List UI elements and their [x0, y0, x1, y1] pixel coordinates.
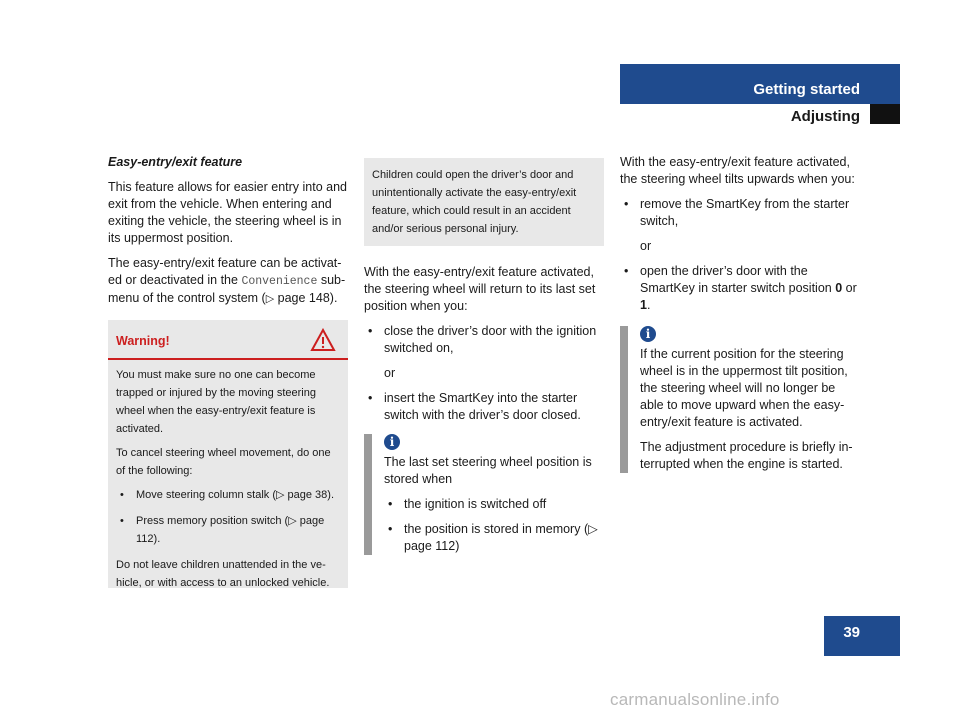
column-1: [108, 154, 348, 316]
page-ref-arrow-icon: ▷: [265, 293, 275, 305]
warning-continuation-box: Children could open the driver’s door and unintentionally activate the easy-entry/exit feature, which could result in an accident and/or serious personal injury.: [364, 158, 604, 246]
page-number: 39: [843, 624, 860, 641]
warning-box: [108, 320, 348, 588]
info-icon: i: [640, 326, 656, 342]
info-box: [620, 326, 860, 473]
warning-paragraph: To cancel steering wheel movement, do one of the following:: [116, 447, 331, 477]
list-item: • the ignition is switched off: [384, 496, 604, 513]
subsection-title: Adjusting: [790, 108, 860, 125]
list-item: • insert the SmartKey into the starter switch with the driver’s door closed.: [364, 390, 604, 424]
warning-triangle-icon: [310, 328, 336, 352]
list-item: • close the driver’s door with the ignition switched on,: [364, 323, 604, 357]
info-paragraph: If the current position for the steering wheel is in the uppermost tilt position, the steering wheel will no longer be able to move upward when the easy-entry/exit feature is activated.: [640, 347, 848, 429]
or-separator: or: [640, 239, 652, 253]
info-box: [364, 434, 604, 555]
intro-paragraph: This feature allows for easier entry into and exit from the vehicle. When entering and exiting the vehicle, the steering wheel is in its uppermost position.: [108, 180, 348, 245]
return-paragraph: With the easy-entry/exit feature activated, the steering wheel will return to its last set position when you:: [364, 265, 596, 313]
info-paragraph: The last set steering wheel position is stored when: [384, 455, 592, 486]
tilt-paragraph: With the easy-entry/exit feature activated, the steering wheel tilts upwards when you:: [620, 155, 855, 186]
warning-paragraph: Do not leave children unattended in the ve-hicle, or with access to an unlocked vehicle.: [116, 559, 330, 589]
list-item: • Move steering column stalk (▷ page 38).: [116, 486, 340, 504]
return-conditions-list: [364, 323, 604, 357]
page-ref-link[interactable]: page 148).: [274, 291, 338, 305]
tilt-conditions-list: [620, 196, 860, 230]
warning-body: [108, 360, 348, 604]
column-2: [364, 158, 604, 559]
warning-list: [116, 486, 340, 548]
list-item: • the position is stored in memory (▷ page 112): [384, 521, 604, 555]
menu-name: Convenience: [241, 275, 318, 288]
section-title: Getting started: [753, 81, 860, 98]
return-conditions-list: [364, 390, 604, 424]
warning-title: Warning!: [116, 334, 170, 348]
page-number-box: [824, 616, 900, 656]
tilt-conditions-list: [620, 263, 860, 314]
activation-paragraph: The easy-entry/exit feature can be activat-ed or deactivated in the Convenience sub-menu of the control system (▷ page 148).: [108, 256, 346, 305]
watermark: carmanualsonline.info: [610, 690, 780, 709]
info-icon: i: [384, 434, 400, 450]
or-separator: or: [384, 366, 396, 380]
section-header-bar: [620, 64, 900, 104]
feature-heading: Easy-entry/exit feature: [108, 155, 243, 169]
list-item: • remove the SmartKey from the starter switch,: [620, 196, 860, 230]
warning-header: [108, 320, 348, 360]
list-item: • open the driver’s door with the SmartKey in starter switch position 0 or 1.: [620, 263, 860, 314]
column-3: [620, 154, 860, 477]
subsection-marker: [870, 104, 900, 124]
info-paragraph: The adjustment procedure is briefly in-terrupted when the engine is started.: [640, 440, 853, 471]
info-list: [384, 496, 604, 555]
warning-paragraph: You must make sure no one can become trapped or injured by the moving steering wheel when the easy-entry/exit feature is activated.: [116, 369, 316, 435]
list-item: • Press memory position switch (▷ page 112).: [116, 512, 340, 548]
